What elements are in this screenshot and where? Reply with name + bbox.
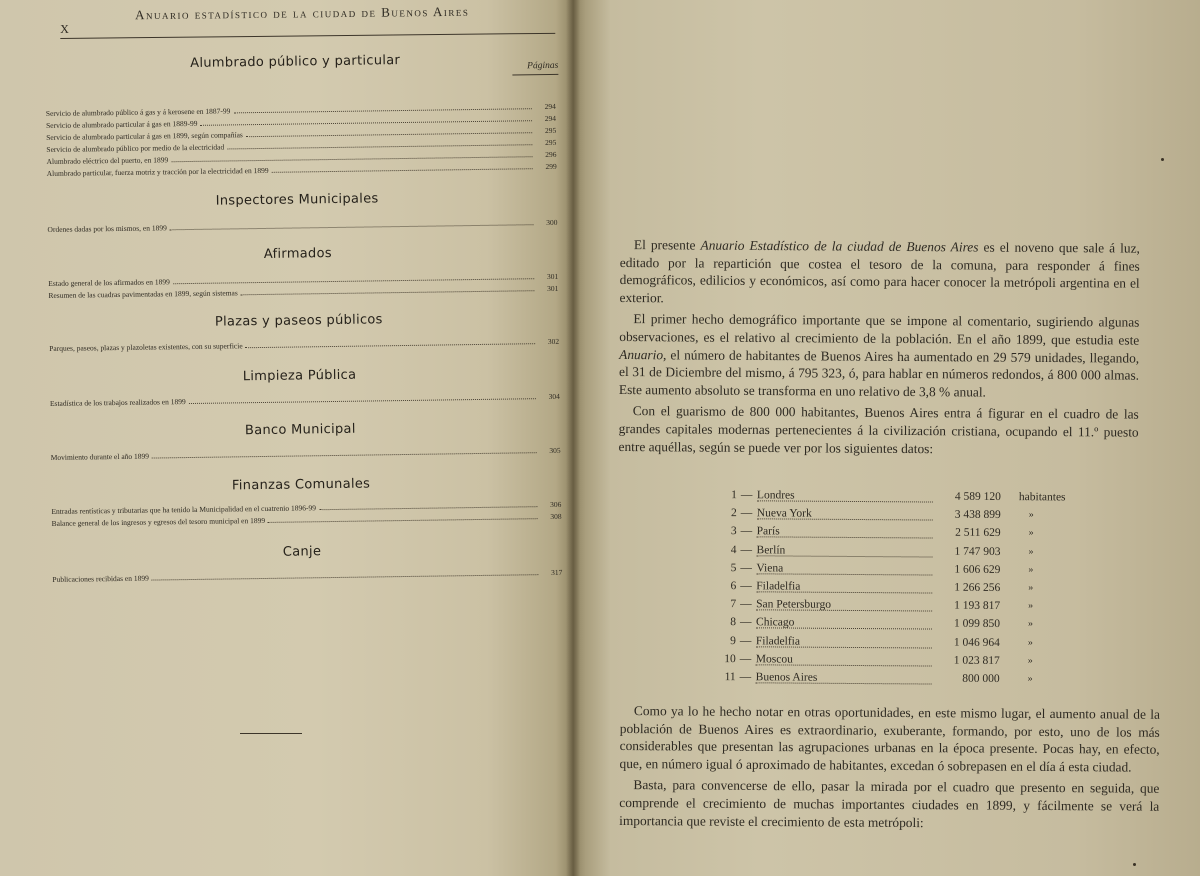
- book-gutter: [566, 0, 580, 876]
- page-number: X: [60, 21, 70, 36]
- dot-leader: [757, 523, 933, 539]
- toc-entry: Alumbrado particular, fuerza motriz y tracción por la electricidad en 1899 299: [46, 161, 557, 178]
- unit-label: »: [1027, 636, 1033, 648]
- population-value: 1 747 903: [954, 545, 1001, 558]
- city-name: Filadelfia: [755, 634, 801, 648]
- toc-entry: Movimiento durante el año 1899 305: [50, 445, 561, 462]
- population-value: 1 046 964: [953, 636, 1000, 649]
- population-value: 3 438 899: [954, 508, 1001, 522]
- unit-label: »: [1028, 600, 1034, 612]
- rank-number: 11: [724, 670, 736, 684]
- cities-table: [712, 486, 1073, 689]
- unit-label: »: [1028, 545, 1034, 557]
- paragraph: Basta, para convencerse de ello, pasar la mirada por el cuadro que presento en seguida, que comprende el crecimiento de muchas importantes ciudades en 1899, y fácilmente se verá la importancia que reviste el crecimiento de esta metrópoli:: [619, 777, 1160, 830]
- dash: —: [740, 489, 753, 502]
- toc-entry: Resumen de las cuadras pavimentadas en 1899, según sistemas 301: [48, 283, 559, 300]
- running-head-title: Anuario estadístico de la ciudad de Buenos Aires: [134, 3, 470, 23]
- running-head: [60, 3, 555, 36]
- toc-entry: Balance general de los ingresos y egresos del tesoro municipal en 1899 308: [51, 511, 562, 528]
- section-title: Alumbrado público y particular: [190, 53, 401, 71]
- right-page: [573, 0, 1200, 876]
- city-name: Moscou: [755, 652, 793, 666]
- city-name: San Petersburgo: [756, 598, 832, 611]
- section-title: Finanzas Comunales: [231, 476, 371, 494]
- toc-entry: Estado general de los afirmados en 1899 301: [48, 271, 559, 288]
- unit-label: »: [1028, 527, 1034, 539]
- dash: —: [739, 671, 752, 684]
- city-name: Berlín: [756, 543, 786, 557]
- closing-text: [619, 702, 1160, 837]
- dash: —: [740, 507, 753, 520]
- rank-number: 2: [731, 507, 737, 520]
- toc-entry: Alumbrado eléctrico del puerto, en 1899 296: [46, 149, 557, 166]
- unit-label: »: [1028, 509, 1034, 521]
- rank-number: 6: [730, 580, 737, 593]
- section-title: Banco Municipal: [244, 421, 356, 439]
- dash: —: [740, 616, 752, 629]
- paragraph: El presente Anuario Estadístico de la ciudad de Buenos Aires es el noveno que sale á luz, editado por la repartición que costea el tesoro de la comuna, para responder á fines demográficos, edilicios y económicos, así como para hacer conocer la metrópoli argentina en el exterior.: [619, 237, 1140, 306]
- toc-entry: Servicio de alumbrado público por medio de la electricidad 295: [46, 137, 557, 154]
- rank-number: 5: [730, 561, 737, 574]
- header-rule: [60, 33, 555, 39]
- unit-label: »: [1027, 654, 1033, 666]
- paragraph: Con el guarismo de 800 000 habitantes, Buenos Aires entra á figurar en el cuadro de las grandes capitales modernas pertenecientes á la civilización cristiana, ocupando el 11.º puesto entre aquéllas, según se puede ver por los siguientes datos:: [618, 403, 1139, 456]
- dash: —: [740, 598, 752, 611]
- toc-entry: Estadística de los trabajos realizados en 1899 304: [49, 391, 560, 408]
- toc-entry: Entradas rentísticas y tributarias que ha tenido la Municipalidad en el cuatrenio 1896-99 306: [51, 499, 562, 516]
- unit-label: »: [1028, 563, 1034, 575]
- population-value: 2 511 629: [955, 527, 1001, 540]
- section-title: Afirmados: [263, 246, 332, 262]
- rank-number: 8: [730, 616, 737, 629]
- unit-label: habitantes: [1018, 491, 1066, 504]
- population-value: 1 266 256: [954, 581, 1001, 594]
- population-value: 4 589 120: [954, 490, 1001, 504]
- pages-column-rule: [512, 74, 558, 76]
- city-name: Londres: [756, 489, 795, 502]
- toc-entry: Publicaciones recibidas en 1899 317: [52, 567, 563, 584]
- population-value: 1 099 850: [954, 617, 1001, 631]
- population-value: 800 000: [962, 672, 1000, 685]
- intro-text: [618, 236, 1140, 463]
- section-title: Limpieza Pública: [242, 367, 357, 385]
- left-page: [0, 0, 573, 876]
- print-speck: [1161, 158, 1164, 161]
- dash: —: [740, 561, 752, 575]
- rank-number: 4: [730, 543, 737, 556]
- end-rule: [240, 733, 302, 734]
- toc-entry: Servicio de alumbrado particular á gas en 1899, según compañías 295: [46, 125, 557, 142]
- population-value: 1 193 817: [954, 599, 1001, 613]
- toc-entry: Parques, paseos, plazas y plazoletas existentes, con su superficie 302: [49, 336, 560, 353]
- rank-number: 1: [731, 489, 737, 502]
- dash: —: [739, 652, 752, 665]
- paragraph: Como ya lo he hecho notar en otras oportunidades, en este mismo lugar, el aumento anual de la población de Buenos Aires es extraordinario, exuberante, formando, por esto, uno de los más considerables que presentan las agrupaciones urbanas en la época presente. Pocas hay, en efecto, que, en número igual ó aproximado de habitantes, excedan ó sobrepasen en el día á esta ciudad.: [619, 703, 1160, 775]
- city-name: Filadelfia: [756, 580, 801, 593]
- toc-entry: Ordenes dadas por los mismos, en 1899 300: [47, 217, 558, 234]
- population-value: 1 023 817: [953, 654, 1000, 667]
- city-name: Nueva York: [756, 507, 812, 520]
- table-of-contents: [45, 43, 563, 584]
- unit-label: »: [1027, 673, 1033, 685]
- city-name: Chicago: [756, 616, 795, 629]
- dash: —: [740, 543, 753, 556]
- unit-label: »: [1028, 582, 1034, 594]
- pages-column-label: Páginas: [527, 60, 559, 72]
- rank-number: 3: [730, 525, 737, 538]
- section-title: Canje: [282, 544, 322, 560]
- dash: —: [740, 525, 753, 538]
- section-title: Inspectores Municipales: [215, 191, 379, 209]
- city-name: París: [756, 525, 780, 538]
- rank-number: 10: [724, 652, 736, 665]
- city-name: Buenos Aires: [755, 671, 818, 684]
- rank-number: 7: [730, 598, 737, 611]
- toc-entry: Servicio de alumbrado particular á gas en 1889-99 294: [45, 113, 557, 130]
- dash: —: [739, 634, 752, 647]
- rank-number: 9: [730, 634, 736, 647]
- city-name: Viena: [756, 562, 784, 575]
- paragraph: El primer hecho demográfico importante que se impone al comentario, sugiriendo algunas observaciones, es el relativo al crecimiento de la población. En el año 1899, que estudia este Anuario, el número de habitantes de Buenos Aires ha aumentado en 29 579 unidades, llegando, el 31 de Diciembre del mismo, á 795 323, ó, para hablar en números redondos, á 800 000 almas. Este aumento absoluto se transforma en uno relativo de 3,8 % anual.: [618, 311, 1140, 400]
- dash: —: [740, 580, 752, 593]
- population-value: 1 606 629: [954, 563, 1001, 576]
- section-title: Plazas y paseos públicos: [214, 312, 383, 330]
- print-speck: [1133, 863, 1136, 866]
- toc-entry: Servicio de alumbrado público á gas y á kerosene en 1887-99 294: [45, 101, 556, 118]
- unit-label: »: [1028, 618, 1034, 630]
- table-row: [712, 668, 1072, 689]
